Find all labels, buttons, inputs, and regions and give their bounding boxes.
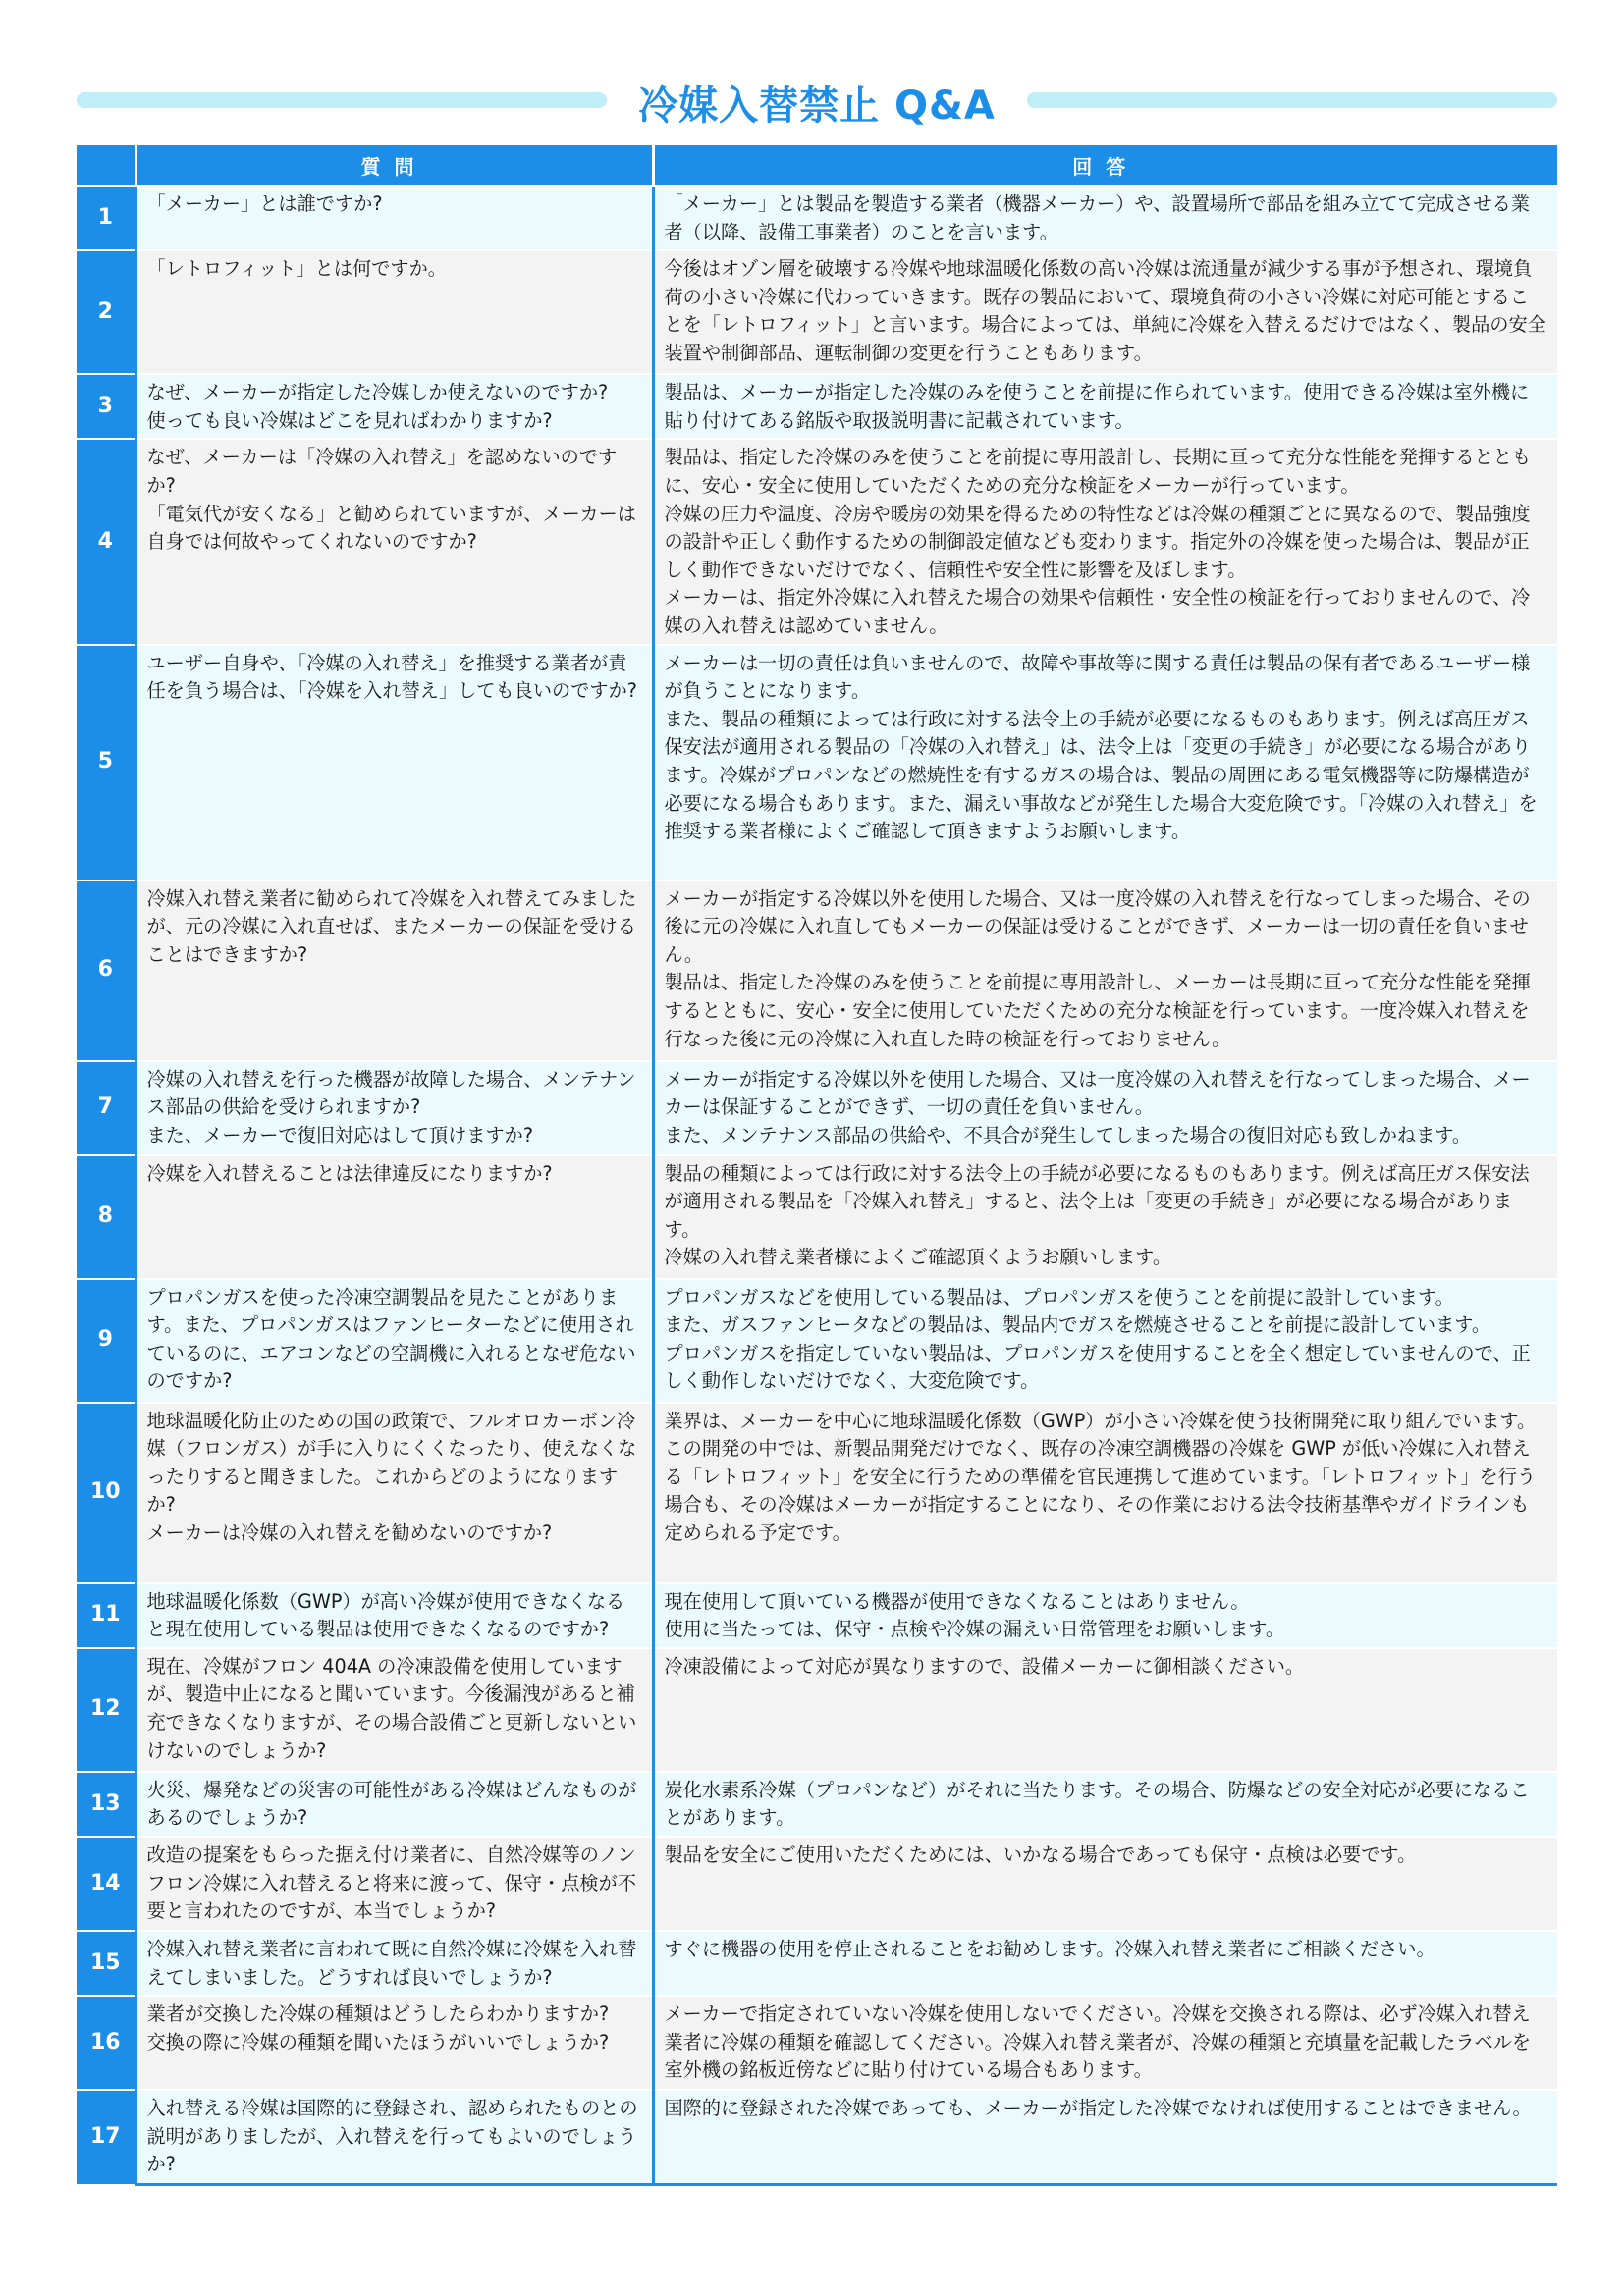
answer-text: この開発の中では、新製品開発だけでなく、既存の冷凍空調機器の冷媒を GWP が低い冷媒に入れ替える「レトロフィット」を安全に行うための準備を官民連携して進めています。「レトロフィット」を行う場合も、その冷媒はメーカーが指定することになり、その作業における法令技術基準やガイドラインも定められる予定です。 — [664, 1437, 1537, 1544]
answer-column-header: 回答 — [653, 145, 1557, 186]
question-text: なぜ、メーカーは「冷媒の入れ替え」を認めないのですか? — [146, 446, 618, 497]
answer-cell — [653, 439, 1557, 644]
answer-text: 使用に当たっては、保守・点検や冷媒の漏えい日常管理をお願いします。 — [664, 1618, 1285, 1641]
answer-cell — [653, 645, 1557, 881]
answer-text: 国際的に登録された冷媒であっても、メーカーが指定した冷媒でなければ使用することはできません。 — [664, 2097, 1532, 2120]
answer-text: 製品は、指定した冷媒のみを使うことを前提に専用設計し、メーカーは長期に亘って充分な性能を発揮するとともに、安心・安全に使用していただくための充分な検証を行っています。一度冷媒入れ替えを行なった後に元の冷媒に入れ直した時の検証を行っておりません。 — [664, 971, 1531, 1050]
answer-text: 冷媒の入れ替え業者様によくご確認頂くようお願いします。 — [664, 1246, 1172, 1269]
answer-text: 製品は、指定した冷媒のみを使うことを前提に専用設計し、長期に亘って充分な性能を発揮するとともに、安心・安全に使用していただくための充分な検証をメーカーが行っています。 — [664, 446, 1532, 497]
answer-text: プロパンガスなどを使用している製品は、プロパンガスを使うことを前提に設計しています。 — [664, 1285, 1454, 1308]
qa-table-body — [77, 186, 1557, 2184]
question-text: 地球温暖化係数（GWP）が高い冷媒が使用できなくなると現在使用している製品は使用できなくなるのですか? — [146, 1589, 625, 1641]
table-row — [77, 1931, 1557, 1996]
question-text: 冷媒入れ替え業者に勧められて冷媒を入れ替えてみましたが、元の冷媒に入れ直せば、またメーカーの保証を受けることはできますか? — [146, 886, 637, 966]
answer-cell — [653, 1648, 1557, 1772]
table-row — [77, 2090, 1557, 2184]
question-text: 現在、冷媒がフロン 404A の冷凍設備を使用していますが、製造中止になると聞いています。今後漏洩があると補充できなくなりますが、その場合設備ごと更新しないといけないのでしょうか? — [146, 1654, 637, 1762]
question-cell — [135, 1837, 653, 1931]
answer-text: 製品は、メーカーが指定した冷媒のみを使うことを前提に作られています。使用できる冷媒は室外機に貼り付けてある銘版や取扱説明書に記載されています。 — [664, 381, 1530, 432]
question-text: 火災、爆発などの災害の可能性がある冷媒はどんなものがあるのでしょうか? — [146, 1778, 637, 1830]
answer-text: メーカーが指定する冷媒以外を使用した場合、又は一度冷媒の入れ替えを行なってしまった場合、メーカーは保証することができず、一切の責任を負いません。 — [664, 1067, 1531, 1119]
question-cell — [135, 1155, 653, 1279]
title-bar — [77, 82, 1557, 129]
answer-cell — [653, 1061, 1557, 1155]
question-text: 冷媒の入れ替えを行った機器が故障した場合、メンテナンス部品の供給を受けられますか? — [146, 1067, 636, 1119]
question-cell — [135, 439, 653, 644]
row-number: 16 — [77, 1996, 135, 2090]
table-row — [77, 439, 1557, 644]
row-number: 5 — [77, 645, 135, 881]
answer-text: また、ガスファンヒータなどの製品は、製品内でガスを燃焼させることを前提に設計しています。 — [664, 1313, 1491, 1337]
question-cell — [135, 1648, 653, 1772]
row-number: 12 — [77, 1648, 135, 1772]
answer-text: 炭化水素系冷媒（プロパンなど）がそれに当たります。その場合、防爆などの安全対応が必要になることがあります。 — [664, 1778, 1530, 1830]
row-number: 1 — [77, 186, 135, 250]
row-number: 2 — [77, 250, 135, 374]
row-number: 8 — [77, 1155, 135, 1279]
question-cell — [135, 1772, 653, 1837]
question-text: ユーザー自身や、「冷媒の入れ替え」を推奨する業者が責任を負う場合は、「冷媒を入れ替え」しても良いのですか? — [146, 651, 637, 703]
answer-text: 冷凍設備によって対応が異なりますので、設備メーカーに御相談ください。 — [664, 1654, 1305, 1678]
table-row — [77, 1061, 1557, 1155]
answer-text: 製品を安全にご使用いただくためには、いかなる場合であっても保守・点検は必要です。 — [664, 1842, 1417, 1866]
table-row — [77, 1772, 1557, 1837]
question-text: 「メーカー」とは誰ですか? — [146, 192, 383, 215]
answer-text: また、製品の種類によっては行政に対する法令上の手続が必要になるものもあります。例えば高圧ガス保安法が適用される製品の「冷媒の入れ替え」は、法令上は「変更の手続き」が必要になる場合があります。冷媒がプロパンなどの燃焼性を有するガスの場合は、製品の周囲にある電気機器等に防爆構造が必要になる場合もあります。また、漏えい事故などが発生した場合大変危険です。「冷媒の入れ替え」を推奨する業者様によくご確認して頂きますようお願いします。 — [664, 707, 1538, 843]
row-number: 15 — [77, 1931, 135, 1996]
answer-text: 今後はオゾン層を破壊する冷媒や地球温暖化係数の高い冷媒は流通量が減少する事が予想され、環境負荷の小さい冷媒に代わっていきます。既存の製品において、環境負荷の小さい冷媒に対応可能とすることを「レトロフィット」と言います。場合によっては、単純に冷媒を入替えるだけではなく、製品の安全装置や制御部品、運転制御の変更を行うこともあります。 — [664, 257, 1546, 364]
row-number: 17 — [77, 2090, 135, 2184]
question-text: 地球温暖化防止のための国の政策で、フルオロカーボン冷媒（フロンガス）が手に入りにくくなったり、使えなくなったりすると聞きました。これからどのようになりますか? — [146, 1409, 637, 1517]
question-cell — [135, 1403, 653, 1583]
table-row — [77, 881, 1557, 1061]
answer-cell — [653, 1403, 1557, 1583]
row-number: 4 — [77, 439, 135, 644]
answer-text: 製品の種類によっては行政に対する法令上の手続が必要になるものもあります。例えば高圧ガス保安法が適用される製品を「冷媒入れ替え」すると、法令上は「変更の手続き」が必要になる場合があります。 — [664, 1161, 1530, 1241]
table-row — [77, 645, 1557, 881]
table-row — [77, 1996, 1557, 2090]
page-title: 冷媒入替禁止 Q&A — [638, 83, 996, 129]
question-cell — [135, 881, 653, 1061]
question-text: また、メーカーで復旧対応はして頂けますか? — [146, 1123, 534, 1147]
question-cell — [135, 1061, 653, 1155]
answer-text: メーカーは、指定外冷媒に入れ替えた場合の効果や信頼性・安全性の検証を行っておりませんので、冷媒の入れ替えは認めていません。 — [664, 586, 1531, 637]
question-cell — [135, 1279, 653, 1403]
qa-table — [77, 145, 1557, 2186]
question-text: 業者が交換した冷媒の種類はどうしたらわかりますか? — [146, 2002, 610, 2026]
answer-text: 冷媒の圧力や温度、冷房や暖房の効果を得るための特性などは冷媒の種類ごとに異なるので、製品強度の設計や正しく動作するための制御設定値なども変わります。指定外の冷媒を使った場合は、製品が正しく動作できないだけでなく、信頼性や安全性に影響を及ぼします。 — [664, 502, 1531, 581]
question-cell — [135, 374, 653, 439]
answer-cell — [653, 186, 1557, 250]
question-text: 使っても良い冷媒はどこを見ればわかりますか? — [146, 408, 553, 432]
row-number: 6 — [77, 881, 135, 1061]
answer-text: 業界は、メーカーを中心に地球温暖化係数（GWP）が小さい冷媒を使う技術開発に取り組んでいます。 — [664, 1409, 1537, 1432]
question-cell — [135, 1583, 653, 1648]
answer-text: メーカーは一切の責任は負いませんので、故障や事故等に関する責任は製品の保有者であるユーザー様が負うことになります。 — [664, 651, 1531, 703]
table-row — [77, 1403, 1557, 1583]
question-text: 「レトロフィット」とは何ですか。 — [146, 257, 447, 281]
row-number: 13 — [77, 1772, 135, 1837]
answer-cell — [653, 2090, 1557, 2184]
question-text: プロパンガスを使った冷凍空調製品を見たことがあります。また、プロパンガスはファンヒーターなどに使用されているのに、エアコンなどの空調機に入れるとなぜ危ないのですか? — [146, 1285, 636, 1393]
row-number: 3 — [77, 374, 135, 439]
table-row — [77, 1279, 1557, 1403]
answer-text: 現在使用して頂いている機器が使用できなくなることはありません。 — [664, 1589, 1250, 1613]
table-row — [77, 250, 1557, 374]
question-text: なぜ、メーカーが指定した冷媒しか使えないのですか? — [146, 381, 609, 404]
table-row — [77, 1648, 1557, 1772]
answer-cell — [653, 881, 1557, 1061]
question-text: 入れ替える冷媒は国際的に登録され、認められたものとの説明がありましたが、入れ替えを行ってもよいのでしょうか? — [146, 2097, 638, 2176]
answer-text: メーカーが指定する冷媒以外を使用した場合、又は一度冷媒の入れ替えを行なってしまった場合、その後に元の冷媒に入れ直してもメーカーの保証は受けることができず、メーカーは一切の責任を負いません。 — [664, 886, 1531, 966]
question-cell — [135, 1996, 653, 2090]
answer-cell — [653, 250, 1557, 374]
title-line-right — [1027, 92, 1557, 108]
table-row — [77, 186, 1557, 250]
row-number: 7 — [77, 1061, 135, 1155]
question-cell — [135, 2090, 653, 2184]
answer-text: また、メンテナンス部品の供給や、不具合が発生してしまった場合の復旧対応も致しかねます。 — [664, 1123, 1472, 1147]
question-column-header: 質問 — [135, 145, 653, 186]
answer-text: メーカーで指定されていない冷媒を使用しないでください。冷媒を交換される際は、必ず冷媒入れ替え業者に冷媒の種類を確認してください。冷媒入れ替え業者が、冷媒の種類と充填量を記載したラベルを室外機の銘板近傍などに貼り付けている場合もあります。 — [664, 2002, 1532, 2082]
answer-cell — [653, 374, 1557, 439]
row-number: 9 — [77, 1279, 135, 1403]
answer-cell — [653, 1279, 1557, 1403]
number-column-header — [77, 145, 135, 186]
table-header-row — [77, 145, 1557, 186]
answer-text: 「メーカー」とは製品を製造する業者（機器メーカー）や、設置場所で部品を組み立てて完成させる業者（以降、設備工事業者）のことを言います。 — [664, 192, 1530, 243]
question-text: 交換の際に冷媒の種類を聞いたほうがいいでしょうか? — [146, 2030, 610, 2054]
row-number: 14 — [77, 1837, 135, 1931]
question-cell — [135, 645, 653, 881]
question-cell — [135, 250, 653, 374]
question-text: 改造の提案をもらった据え付け業者に、自然冷媒等のノンフロン冷媒に入れ替えると将来に渡って、保守・点検が不要と言われたのですが、本当でしょうか? — [146, 1842, 636, 1923]
question-text: 冷媒入れ替え業者に言われて既に自然冷媒に冷媒を入れ替えてしまいました。どうすれば良いでしょうか? — [146, 1937, 637, 1989]
question-text: メーカーは冷媒の入れ替えを勧めないのですか? — [146, 1521, 553, 1544]
table-row — [77, 1583, 1557, 1648]
question-cell — [135, 1931, 653, 1996]
answer-cell — [653, 1772, 1557, 1837]
table-row — [77, 1155, 1557, 1279]
question-text: 冷媒を入れ替えることは法律違反になりますか? — [146, 1161, 553, 1185]
table-row — [77, 374, 1557, 439]
answer-text: プロパンガスを指定していない製品は、プロパンガスを使用することを全く想定していませんので、正しく動作しないだけでなく、大変危険です。 — [664, 1341, 1531, 1393]
answer-cell — [653, 1583, 1557, 1648]
row-number: 10 — [77, 1403, 135, 1583]
title-line-left — [77, 92, 607, 108]
answer-cell — [653, 1837, 1557, 1931]
question-text: 「電気代が安くなる」と勧められていますが、メーカーは自身では何故やってくれないのですか? — [146, 502, 636, 554]
answer-cell — [653, 1155, 1557, 1279]
question-cell — [135, 186, 653, 250]
row-number: 11 — [77, 1583, 135, 1648]
answer-cell — [653, 1996, 1557, 2090]
answer-cell — [653, 1931, 1557, 1996]
table-row — [77, 1837, 1557, 1931]
answer-text: すぐに機器の使用を停止されることをお勧めします。冷媒入れ替え業者にご相談ください。 — [664, 1937, 1435, 1960]
